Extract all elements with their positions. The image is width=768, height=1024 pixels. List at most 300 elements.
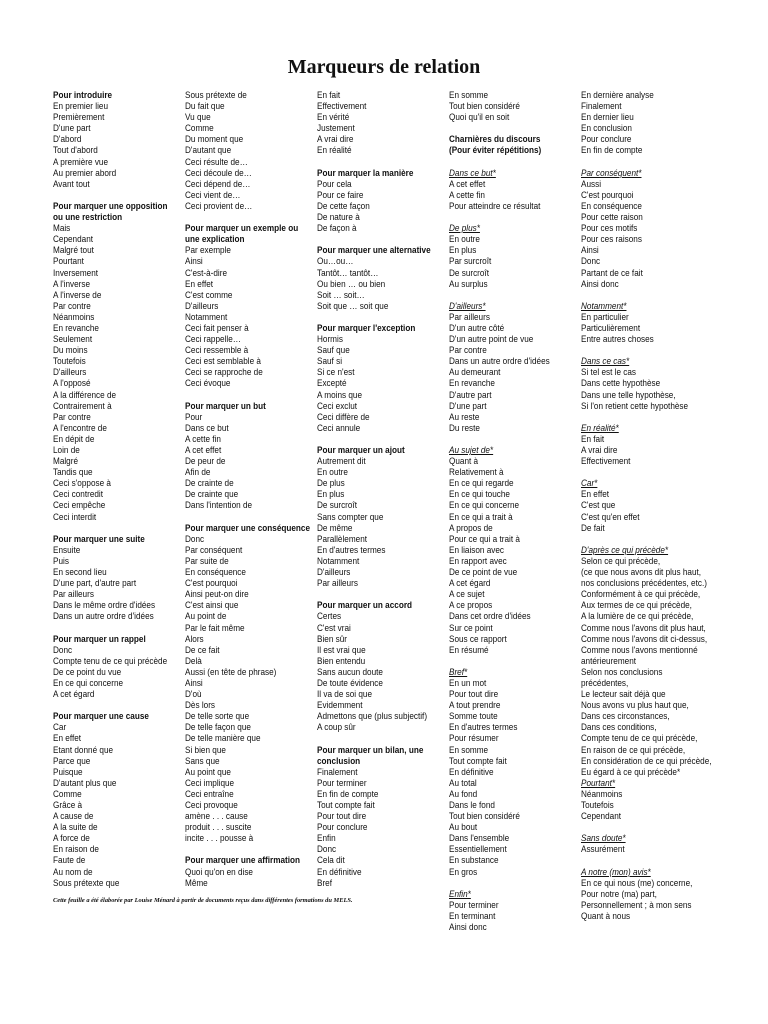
marker-item: Au total bbox=[449, 777, 477, 788]
marker-item: Ensuite bbox=[53, 544, 81, 555]
marker-item: En effet bbox=[53, 733, 82, 744]
marker-item: Grâce à bbox=[53, 800, 83, 810]
marker-item: Du moins bbox=[53, 345, 88, 356]
marker-item: En dernier lieu bbox=[581, 112, 634, 123]
section-heading: Pour marquer une cause bbox=[53, 711, 149, 722]
marker-item: Dans l'intention de bbox=[185, 500, 253, 511]
spacer bbox=[53, 700, 168, 711]
marker-item: Effectivement bbox=[317, 101, 367, 112]
marker-item: produit . . . suscite bbox=[185, 822, 252, 833]
marker-item: En résumé bbox=[449, 644, 489, 655]
marker-item: Ceci contredit bbox=[53, 489, 104, 500]
marker-item: Ainsi bbox=[185, 256, 203, 267]
marker-item: Par contre bbox=[53, 300, 91, 311]
marker-item: Ainsi bbox=[581, 245, 599, 256]
spacer bbox=[449, 212, 550, 223]
marker-item: Bref bbox=[317, 877, 333, 888]
marker-item: En considération de ce qui précède, bbox=[581, 755, 712, 766]
marker-item: Dans cette hypothèse bbox=[581, 378, 661, 389]
marker-item: En conséquence bbox=[185, 567, 246, 578]
marker-item: précédentes, bbox=[581, 677, 629, 688]
marker-item: Du fait que bbox=[185, 101, 225, 112]
marker-item: D'ailleurs bbox=[185, 300, 219, 311]
marker-item: Par ailleurs bbox=[317, 578, 358, 589]
marker-item: Nous avons vu plus haut que, bbox=[581, 700, 689, 711]
marker-item: A cet effet bbox=[185, 445, 222, 455]
marker-item: Effectivement bbox=[581, 456, 631, 467]
marker-item: En effet bbox=[581, 489, 610, 500]
marker-item: A l'inverse de bbox=[53, 289, 102, 300]
spacer bbox=[449, 434, 550, 445]
marker-item: Sous prétexte que bbox=[53, 877, 120, 888]
marker-item: Notamment bbox=[185, 311, 228, 322]
marker-item: Dans cet ordre d'idées bbox=[449, 611, 531, 622]
marker-item: En ce qui nous (me) concerne, bbox=[581, 877, 693, 888]
section-heading: Pour introduire bbox=[53, 90, 113, 100]
marker-item: Pour tout dire bbox=[449, 689, 499, 700]
marker-item: Au demeurant bbox=[449, 367, 501, 378]
marker-item: Si bien que bbox=[185, 744, 226, 755]
marker-item: Inversement bbox=[53, 267, 99, 278]
marker-item: Pour cela bbox=[317, 178, 352, 189]
spacer bbox=[185, 390, 310, 401]
marker-item: Soit que … soit que bbox=[317, 300, 389, 311]
marker-item: Néanmoins bbox=[53, 311, 95, 322]
spacer bbox=[317, 312, 431, 323]
marker-item: D'autre part bbox=[449, 389, 492, 400]
subsection-heading: D'ailleurs* bbox=[449, 300, 486, 311]
column-3 bbox=[317, 90, 431, 889]
marker-item: Dans une telle hypothèse, bbox=[581, 389, 676, 400]
marker-item: Pour bbox=[185, 411, 203, 422]
marker-item: Justement bbox=[317, 123, 355, 134]
marker-item: De surcroît bbox=[449, 267, 490, 278]
marker-item: En d'autres termes bbox=[317, 544, 386, 555]
marker-item: Ainsi peut-on dire bbox=[185, 589, 249, 600]
marker-item: De cette façon bbox=[317, 200, 370, 211]
marker-item: A ce sujet bbox=[449, 589, 485, 600]
marker-item: Par surcroît bbox=[449, 256, 492, 267]
section-heading: Pour marquer un ajout bbox=[317, 445, 405, 455]
marker-item: A vrai dire bbox=[581, 445, 618, 455]
marker-item: Relativement à bbox=[449, 467, 504, 478]
marker-item: A l'inverse bbox=[53, 278, 91, 289]
marker-item: Par le fait même bbox=[185, 622, 245, 633]
marker-item: A cause de bbox=[53, 811, 94, 822]
marker-item: Parallèlement bbox=[317, 533, 368, 544]
marker-item: Comme nous l'avons dit plus haut, bbox=[581, 622, 706, 633]
marker-item: Par conséquent bbox=[185, 544, 243, 555]
marker-item: Dans l'ensemble bbox=[449, 833, 510, 844]
marker-item: Pour tout dire bbox=[317, 811, 367, 822]
marker-item: Le lecteur sait déjà que bbox=[581, 689, 666, 700]
marker-item: Au point que bbox=[185, 766, 231, 777]
marker-item: D'abord bbox=[53, 134, 82, 145]
spacer bbox=[581, 534, 712, 545]
marker-item: Seulement bbox=[53, 334, 93, 345]
marker-item: Par contre bbox=[53, 411, 91, 422]
marker-item: Car bbox=[53, 722, 67, 733]
marker-item: Quoi qu'on en dise bbox=[185, 866, 253, 877]
marker-item: En définitive bbox=[317, 866, 362, 877]
marker-item: En revanche bbox=[53, 322, 99, 333]
marker-item: D'où bbox=[185, 689, 202, 700]
spacer bbox=[185, 844, 310, 855]
marker-item: Ceci s'oppose à bbox=[53, 478, 111, 489]
marker-item: De ce fait bbox=[185, 644, 220, 655]
marker-item: En second lieu bbox=[53, 567, 107, 578]
marker-item: Si l'on retient cette hypothèse bbox=[581, 400, 689, 411]
marker-item: C'est vrai bbox=[317, 622, 351, 633]
marker-item: Cependant bbox=[53, 234, 94, 245]
marker-item: Pourtant bbox=[53, 256, 84, 267]
section-heading: Pour marquer un rappel bbox=[53, 633, 146, 644]
section-heading: Pour marquer un bilan, une bbox=[317, 744, 424, 755]
marker-item: Afin de bbox=[185, 467, 211, 478]
marker-item: En définitive bbox=[449, 766, 494, 777]
marker-item: Ceci empêche bbox=[53, 500, 106, 511]
subsection-heading: Dans ce cas* bbox=[581, 356, 630, 367]
marker-item: Si tel est le cas bbox=[581, 367, 637, 378]
subsection-heading: Enfin* bbox=[449, 888, 471, 899]
marker-item: En ce qui concerne bbox=[449, 500, 520, 511]
marker-item: Particulièrement bbox=[581, 322, 641, 333]
marker-item: D'une part bbox=[449, 400, 487, 411]
subsection-heading: Notamment* bbox=[581, 300, 627, 311]
marker-item: Somme toute bbox=[449, 711, 498, 722]
marker-item: En vérité bbox=[317, 112, 350, 123]
marker-item: Donc bbox=[317, 844, 337, 855]
section-heading: Charnières du discours bbox=[449, 134, 541, 145]
marker-item: Ceci ressemble à bbox=[185, 345, 249, 356]
marker-item: Du reste bbox=[449, 422, 480, 433]
spacer bbox=[449, 157, 550, 168]
marker-item: antérieurement bbox=[581, 655, 637, 666]
marker-item: En d'autres termes bbox=[449, 722, 518, 733]
marker-item: Essentiellement bbox=[449, 844, 507, 855]
marker-item: Dans un autre ordre d'idées bbox=[53, 611, 154, 622]
marker-item: A ce propos bbox=[449, 600, 493, 611]
marker-item: Puisque bbox=[53, 766, 83, 777]
subsection-heading: De plus* bbox=[449, 223, 480, 234]
marker-item: Evidemment bbox=[317, 700, 363, 711]
marker-item: En premier lieu bbox=[53, 101, 109, 112]
spacer bbox=[449, 878, 550, 889]
marker-item: Comme bbox=[185, 123, 214, 134]
spacer bbox=[53, 523, 168, 534]
marker-item: Finalement bbox=[581, 101, 622, 112]
marker-item: Soit … soit… bbox=[317, 289, 365, 300]
section-heading: (Pour éviter répétitions) bbox=[449, 145, 542, 156]
marker-item: Tout bien considéré bbox=[449, 101, 520, 112]
subsection-heading: Au sujet de* bbox=[449, 445, 494, 455]
marker-item: En plus bbox=[449, 245, 477, 256]
marker-item: Pour notre (ma) part, bbox=[581, 888, 657, 899]
marker-item: Dans un autre ordre d'idées bbox=[449, 356, 550, 367]
marker-item: En raison de ce qui précède, bbox=[581, 744, 686, 755]
marker-item: Pour ces raisons bbox=[581, 234, 642, 245]
subsection-heading: A notre (mon) avis* bbox=[581, 866, 651, 877]
marker-item: Tout d'abord bbox=[53, 145, 98, 156]
spacer bbox=[317, 733, 431, 744]
section-heading: Pour marquer la manière bbox=[317, 167, 414, 178]
marker-item: Par ailleurs bbox=[449, 311, 490, 322]
spacer bbox=[581, 345, 712, 356]
marker-item: Etant donné que bbox=[53, 744, 114, 755]
marker-item: Ceci provoque bbox=[185, 800, 238, 810]
spacer bbox=[317, 589, 431, 600]
spacer bbox=[317, 157, 431, 168]
column-4 bbox=[449, 90, 550, 933]
marker-item: En dernière analyse bbox=[581, 90, 654, 100]
marker-item: (ce que nous avons dit plus haut, bbox=[581, 567, 702, 578]
marker-item: Contrairement à bbox=[53, 400, 112, 411]
section-heading: Pour marquer un accord bbox=[317, 600, 413, 611]
marker-item: Autrement dit bbox=[317, 456, 366, 467]
marker-item: Compte tenu de ce qui précède, bbox=[581, 733, 698, 744]
marker-item: En terminant bbox=[449, 910, 496, 921]
marker-item: De ce point de vue bbox=[449, 567, 518, 578]
section-heading: ou une restriction bbox=[53, 212, 123, 223]
marker-item: Assurément bbox=[581, 844, 625, 855]
marker-item: Ceci dépend de… bbox=[185, 178, 251, 189]
section-heading: Pour marquer un exemple ou bbox=[185, 223, 299, 234]
section-heading: Pour marquer une alternative bbox=[317, 245, 431, 256]
marker-item: Pour conclure bbox=[581, 134, 632, 145]
marker-item: En ce qui a trait à bbox=[449, 511, 513, 522]
spacer bbox=[449, 656, 550, 667]
marker-item: Donc bbox=[53, 644, 73, 655]
marker-item: A tout prendre bbox=[449, 700, 501, 711]
marker-item: D'une part, d'autre part bbox=[53, 578, 137, 589]
marker-item: En raison de bbox=[53, 844, 99, 855]
marker-item: Toutefois bbox=[581, 800, 614, 810]
marker-item: A la différence de bbox=[53, 389, 117, 400]
marker-item: Ainsi donc bbox=[449, 922, 487, 933]
marker-item: Il est vrai que bbox=[317, 644, 366, 655]
subsection-heading: Par conséquent* bbox=[581, 167, 642, 178]
section-heading: Pour marquer l'exception bbox=[317, 322, 416, 333]
marker-item: Ceci évoque bbox=[185, 378, 231, 389]
marker-item: Ceci annule bbox=[317, 422, 361, 433]
marker-item: Vu que bbox=[185, 112, 211, 123]
marker-item: Dans le fond bbox=[449, 800, 495, 810]
marker-item: Il va de soi que bbox=[317, 689, 373, 700]
marker-item: De plus bbox=[317, 478, 345, 489]
marker-item: A cette fin bbox=[449, 189, 485, 200]
marker-item: En particulier bbox=[581, 311, 629, 322]
marker-item: En fin de compte bbox=[317, 788, 379, 799]
subsection-heading: Sans doute* bbox=[581, 833, 626, 844]
marker-item: Dans ce but bbox=[185, 422, 229, 433]
marker-item: De surcroît bbox=[317, 500, 358, 511]
marker-item: D'autant que bbox=[185, 145, 232, 156]
marker-item: Personnellement ; à mon sens bbox=[581, 899, 692, 910]
marker-item: Pour terminer bbox=[449, 899, 499, 910]
marker-item: A cette fin bbox=[185, 433, 221, 444]
marker-item: Sous ce rapport bbox=[449, 633, 507, 644]
marker-item: C'est ainsi que bbox=[185, 600, 239, 611]
subsection-heading: Dans ce but* bbox=[449, 167, 496, 178]
marker-item: En effet bbox=[185, 278, 214, 289]
spacer bbox=[581, 412, 712, 423]
marker-item: C'est comme bbox=[185, 289, 233, 300]
marker-item: Dans ces conditions, bbox=[581, 722, 657, 733]
marker-item: En dépit de bbox=[53, 433, 95, 444]
marker-item: Toutefois bbox=[53, 356, 86, 367]
marker-item: Au fond bbox=[449, 788, 478, 799]
marker-item: Pour ce faire bbox=[317, 189, 364, 200]
marker-item: Tout compte fait bbox=[449, 755, 507, 766]
marker-item: Au reste bbox=[449, 411, 480, 422]
marker-item: Sous prétexte de bbox=[185, 90, 247, 100]
marker-item: C'est que bbox=[581, 500, 616, 511]
marker-item: De nature à bbox=[317, 212, 360, 223]
marker-item: En un mot bbox=[449, 677, 487, 688]
marker-item: Conformément à ce qui précède, bbox=[581, 589, 701, 600]
marker-item: De crainte que bbox=[185, 489, 239, 500]
marker-item: En ce qui regarde bbox=[449, 478, 514, 489]
marker-item: Malgré bbox=[53, 456, 79, 467]
marker-item: De telle manière que bbox=[185, 733, 261, 744]
marker-item: Par suite de bbox=[185, 555, 229, 566]
marker-item: Cependant bbox=[581, 811, 622, 822]
marker-item: Ainsi donc bbox=[581, 278, 619, 289]
spacer bbox=[185, 512, 310, 523]
marker-item: A coup sûr bbox=[317, 722, 356, 733]
subsection-heading: Car* bbox=[581, 478, 598, 489]
marker-item: Par contre bbox=[449, 345, 487, 356]
section-heading: Pour marquer une affirmation bbox=[185, 855, 301, 866]
marker-item: De telle façon que bbox=[185, 722, 251, 733]
marker-item: Ceci entraîne bbox=[185, 788, 234, 799]
column-1 bbox=[53, 90, 168, 889]
marker-item: Aussi (en tête de phrase) bbox=[185, 666, 277, 677]
marker-item: Avant tout bbox=[53, 178, 90, 189]
marker-item: Partant de ce fait bbox=[581, 267, 643, 278]
spacer bbox=[449, 290, 550, 301]
section-heading: une explication bbox=[185, 234, 245, 245]
marker-item: D'un autre côté bbox=[449, 322, 505, 333]
marker-item: Par ailleurs bbox=[53, 589, 94, 600]
subsection-heading: Pourtant* bbox=[581, 777, 616, 788]
marker-item: De façon à bbox=[317, 223, 357, 234]
spacer bbox=[581, 467, 712, 478]
spacer bbox=[449, 123, 550, 134]
marker-item: A l'opposé bbox=[53, 378, 91, 389]
marker-item: En conséquence bbox=[581, 200, 642, 211]
marker-item: En conclusion bbox=[581, 123, 632, 134]
spacer bbox=[581, 157, 712, 168]
marker-item: Ainsi bbox=[185, 677, 203, 688]
marker-item: En réalité bbox=[317, 145, 352, 156]
marker-item: Malgré tout bbox=[53, 245, 94, 256]
section-heading: Pour marquer une conséquence bbox=[185, 522, 311, 533]
marker-item: D'autant plus que bbox=[53, 777, 117, 788]
footer-note: Cette feuille a été élaborée par Louise Ménard à partir de documents reçus dans différentes formations du MELS. bbox=[53, 897, 353, 904]
marker-item: Eu égard à ce qui précède* bbox=[581, 766, 681, 777]
marker-item: Dans le même ordre d'idées bbox=[53, 600, 156, 611]
marker-item: Ceci diffère de bbox=[317, 411, 370, 422]
marker-item: En substance bbox=[449, 855, 499, 866]
subsection-heading: En réalité* bbox=[581, 422, 619, 433]
marker-item: Aux termes de ce qui précède, bbox=[581, 600, 692, 611]
marker-item: amène . . . cause bbox=[185, 811, 248, 822]
marker-item: Ceci rappelle… bbox=[185, 334, 241, 345]
marker-item: Tout compte fait bbox=[317, 800, 375, 810]
marker-item: Ceci implique bbox=[185, 777, 235, 788]
marker-item: Donc bbox=[185, 533, 205, 544]
marker-item: Loin de bbox=[53, 445, 80, 455]
marker-item: Ceci vient de… bbox=[185, 189, 241, 200]
marker-item: Hormis bbox=[317, 334, 343, 345]
marker-item: Sauf si bbox=[317, 356, 343, 367]
marker-item: Sauf que bbox=[317, 345, 350, 356]
marker-item: De toute évidence bbox=[317, 677, 383, 688]
marker-item: Néanmoins bbox=[581, 788, 623, 799]
marker-item: En somme bbox=[449, 90, 489, 100]
marker-item: A moins que bbox=[317, 389, 363, 400]
marker-item: A cet égard bbox=[53, 689, 95, 700]
marker-item: Comme nous l'avons mentionné bbox=[581, 644, 698, 655]
marker-item: En fait bbox=[317, 90, 341, 100]
section-heading: Pour marquer un but bbox=[185, 400, 266, 411]
marker-item: De peur de bbox=[185, 456, 226, 467]
marker-item: Enfin bbox=[317, 833, 336, 844]
marker-item: En ce qui concerne bbox=[53, 677, 124, 688]
marker-item: Comme nous l'avons dit ci-dessus, bbox=[581, 633, 708, 644]
marker-item: Ceci provient de… bbox=[185, 200, 253, 211]
marker-item: Ou…ou… bbox=[317, 256, 354, 267]
marker-item: Ou bien … ou bien bbox=[317, 278, 386, 289]
marker-item: Du moment que bbox=[185, 134, 244, 145]
marker-item: A force de bbox=[53, 833, 90, 844]
marker-item: Finalement bbox=[317, 766, 358, 777]
marker-item: De même bbox=[317, 522, 353, 533]
marker-item: En gros bbox=[449, 866, 478, 877]
marker-item: Au point de bbox=[185, 611, 227, 622]
marker-item: Sans compter que bbox=[317, 511, 384, 522]
marker-item: Pour ces motifs bbox=[581, 223, 638, 234]
marker-item: Alors bbox=[185, 633, 204, 644]
marker-item: Ceci fait penser à bbox=[185, 322, 249, 333]
marker-item: Certes bbox=[317, 611, 342, 622]
marker-item: Pour résumer bbox=[449, 733, 499, 744]
marker-item: Puis bbox=[53, 555, 69, 566]
marker-item: D'un autre point de vue bbox=[449, 334, 534, 345]
marker-item: A vrai dire bbox=[317, 134, 354, 145]
marker-item: incite . . . pousse à bbox=[185, 833, 254, 844]
marker-item: Dès lors bbox=[185, 700, 216, 711]
marker-item: A la suite de bbox=[53, 822, 98, 833]
marker-item: En fait bbox=[581, 433, 605, 444]
marker-item: C'est-à-dire bbox=[185, 267, 228, 278]
marker-item: Au surplus bbox=[449, 278, 488, 289]
marker-item: De crainte de bbox=[185, 478, 234, 489]
marker-item: Mais bbox=[53, 223, 71, 234]
marker-item: Bien sûr bbox=[317, 633, 348, 644]
marker-item: En outre bbox=[317, 467, 348, 478]
marker-item: Dans ces circonstances, bbox=[581, 711, 670, 722]
marker-item: En ce qui touche bbox=[449, 489, 510, 500]
marker-item: Tantôt… tantôt… bbox=[317, 267, 379, 278]
marker-item: Pour atteindre ce résultat bbox=[449, 200, 541, 211]
marker-item: D'ailleurs bbox=[317, 567, 351, 578]
marker-item: Tout bien considéré bbox=[449, 811, 520, 822]
marker-item: D'une part bbox=[53, 123, 91, 134]
marker-item: Parce que bbox=[53, 755, 91, 766]
spacer bbox=[185, 212, 310, 223]
